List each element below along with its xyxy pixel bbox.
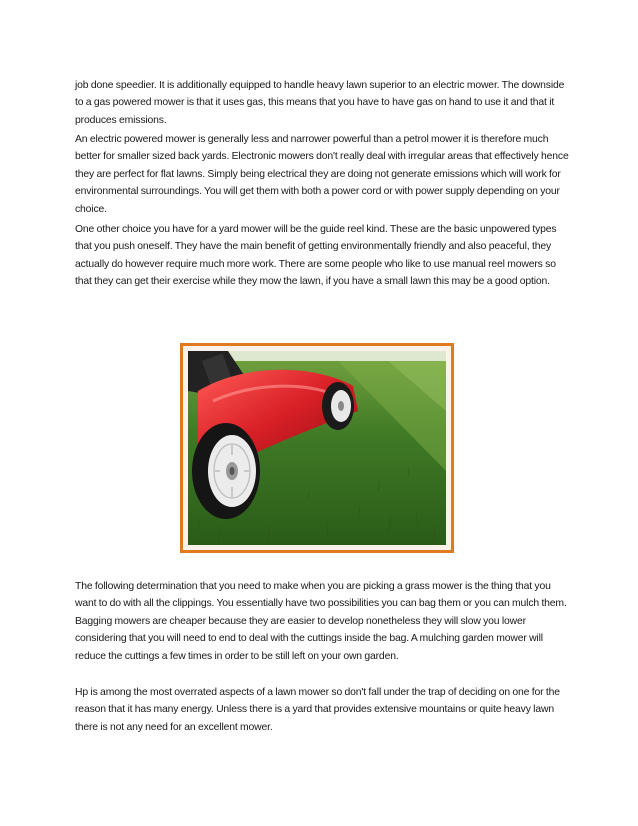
paragraph-2: An electric powered mower is generally less and narrower powerful than a petrol mower it is therefore much better for smaller sized back yards. Electronic mowers don't really deal with irregular areas that effectively hence they are perfect for flat lawns. Simply being electrical they are doing not generate emissions which will work for environmental surroundings. You will get them with both a power cord or with power supply depending on your choice. bbox=[75, 134, 569, 215]
paragraph-1: job done speedier. It is additionally equipped to handle heavy lawn superior to an electric mower. The downside to a gas powered mower is that it uses gas, this means that you have to have gas on hand to use it and that it produces emissions. bbox=[75, 80, 565, 126]
lawn-mower-illustration bbox=[188, 351, 446, 545]
paragraph-4: The following determination that you need to make when you are picking a grass mower is the thing that you want to do with all the clippings. You essentially have two possibilities you can bag them or you can mulch them. Bagging mowers are cheaper because they are easier to develop nonetheless they will slow you lower considering that you will need to end to deal with the cuttings inside the bag. A mulching garden mower will reduce the cuttings a few times in order to be still left on your own garden. bbox=[75, 581, 567, 662]
paragraph-3: One other choice you have for a yard mower will be the guide reel kind. These are the basic unpowered types that you push oneself. They have the main benefit of getting environmentally friendly and also peaceful, they actually do however require much more work. There are some people who like to use manual reel mowers so that they can get their exercise while they mow the lawn, if you have a small lawn this may be a good option. bbox=[75, 224, 557, 288]
lawn-mower-photo bbox=[180, 343, 454, 553]
paragraph-5: Hp is among the most overrated aspects of a lawn mower so don't fall under the trap of deciding on one for the reason that it has many energy. Unless there is a yard that provides extensive mountains or quite heavy lawn there is not any need for an excellent mower. bbox=[75, 687, 560, 733]
